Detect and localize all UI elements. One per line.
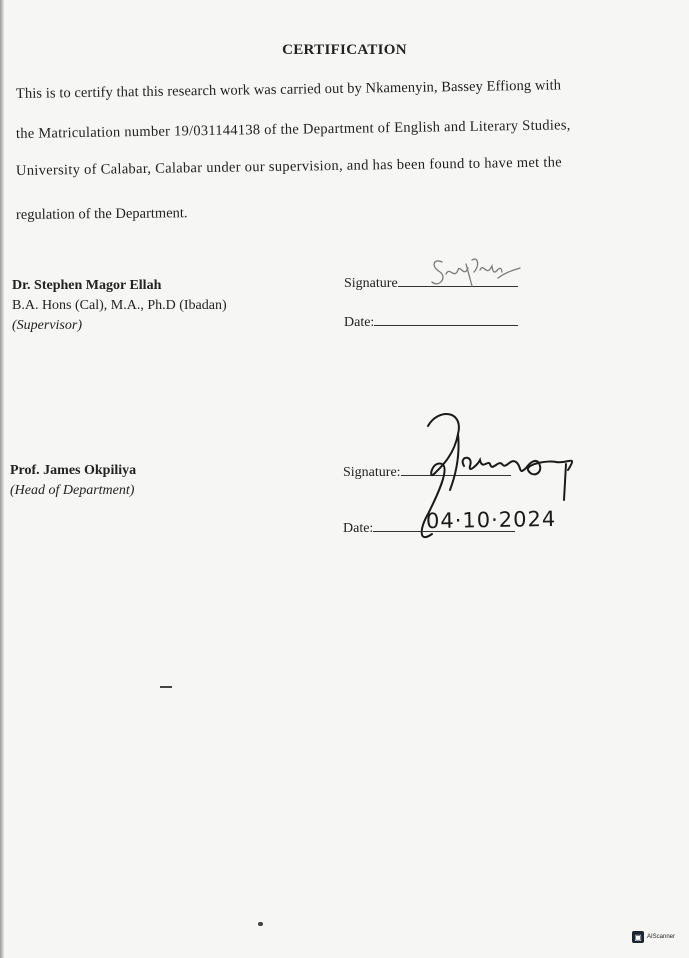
supervisor-signature-label: Signature [344, 276, 398, 291]
hod-signature-label: Signature: [343, 465, 401, 480]
supervisor-block [12, 276, 227, 336]
scanner-label: AIScanner [647, 934, 676, 940]
scanner-app-icon: ▣ [632, 931, 644, 943]
certification-text-line-4: regulation of the Department. [15, 205, 188, 223]
scanner-watermark [632, 931, 675, 943]
certification-text-line-1: This is to certify that this research work was carried out by Nkamenyin, Bassey Effiong with [15, 77, 562, 102]
scan-speck [258, 922, 263, 926]
hod-name: Prof. James Okpiliya [10, 463, 137, 478]
supervisor-name: Dr. Stephen Magor Ellah [12, 278, 162, 293]
supervisor-role: (Supervisor) [12, 318, 82, 333]
certification-text-line-3: University of Calabar, Calabar under our supervision, and has been found to have met the [15, 154, 563, 179]
hod-block [10, 461, 136, 501]
supervisor-date-field [344, 313, 518, 331]
date-line [374, 313, 518, 326]
scan-speck [160, 686, 172, 688]
supervisor-date-label: Date: [344, 315, 375, 330]
hod-date-label: Date: [343, 521, 374, 536]
document-title: CERTIFICATION [282, 42, 407, 58]
page-edge-shadow [0, 0, 4, 958]
supervisor-credentials: B.A. Hons (Cal), M.A., Ph.D (Ibadan) [12, 298, 227, 313]
hod-role: (Head of Department) [10, 483, 135, 498]
hod-handwritten-date: 04·10·2024 [425, 506, 557, 534]
certification-text-line-2: the Matriculation number 19/031144138 of the Department of English and Literary Studies, [15, 117, 571, 142]
supervisor-signature-image [428, 252, 528, 298]
